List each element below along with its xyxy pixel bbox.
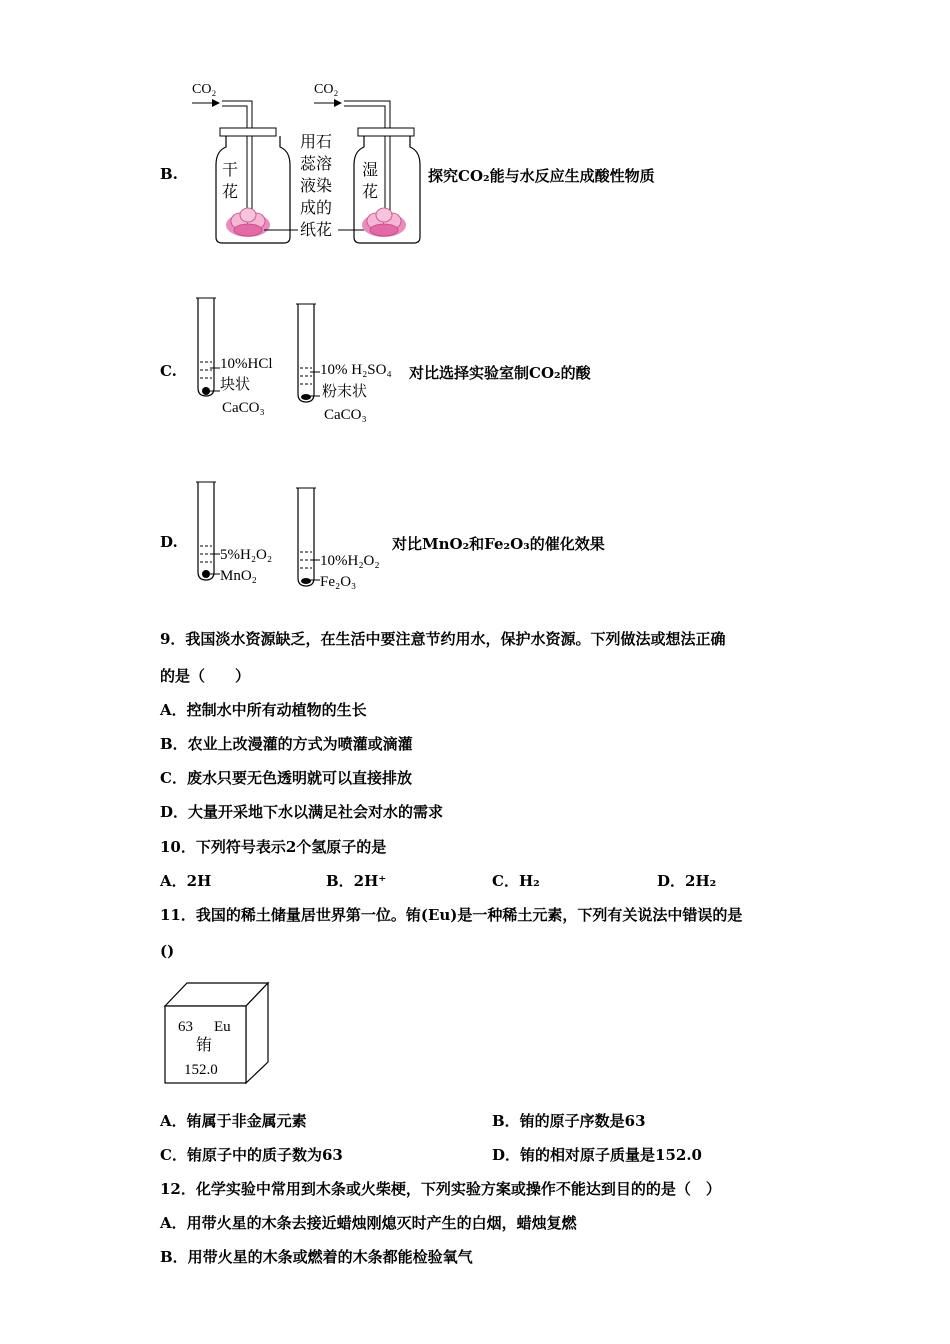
dry-label-1: 干 [222,160,239,179]
test-tube-hcl [196,298,220,396]
fe2o3-label: Fe₂O₃ [320,574,357,590]
q10-option-a: A．2H [160,872,212,890]
option-b-letter: B. [160,165,178,183]
option-c-text: 对比选择实验室制CO₂的酸 [409,364,591,382]
q11-option-c: C．铕原子中的质子数为63 [160,1146,343,1164]
co2-label-right: CO₂ [314,82,339,97]
option-d-text: 对比MnO₂和Fe₂O₃的催化效果 [392,535,605,553]
q10-option-d: D．2H₂ [657,872,717,890]
europium-element-card [162,980,272,1086]
element-number: 63 [178,1019,193,1035]
middle-label-1: 用石 [300,132,333,151]
q9-stem-line1: 9．我国淡水资源缺乏，在生活中要注意节约用水，保护水资源。下列做法或想法正确 [160,630,726,648]
test-tube-mno2 [196,482,220,580]
q12-option-a: A．用带火星的木条去接近蜡烛刚熄灭时产生的白烟，蜡烛复燃 [160,1214,577,1232]
q12-option-b: B．用带火星的木条或燃着的木条都能检验氧气 [160,1248,473,1266]
element-symbol: Eu [214,1019,231,1035]
jar-dry-flower [192,82,290,243]
element-name: 铕 [196,1035,213,1054]
q10-option-b: B．2H⁺ [326,872,387,890]
q10-stem: 10．下列符号表示2个氢原子的是 [160,838,387,856]
co2-flower-figure [180,75,430,255]
h2o2-5pct-label: 5%H₂O₂ [220,547,273,563]
acid-comparison-figure [190,292,410,427]
q9-option-a: A．控制水中所有动植物的生长 [160,701,367,719]
test-tube-fe2o3 [296,488,320,586]
wet-label-1: 湿 [362,160,379,179]
h2so4-solid-label: 粉末状 [322,382,368,400]
middle-label-5: 纸花 [300,220,333,239]
test-tube-h2so4 [296,304,320,402]
q10-option-c: C．H₂ [492,872,540,890]
catalyst-comparison-figure [190,476,400,594]
hcl-solid-label: 块状 [220,375,251,393]
q11-stem-line2: () [160,942,175,960]
middle-label-3: 液染 [300,176,333,195]
q12-stem: 12．化学实验中常用到木条或火柴梗，下列实验方案或操作不能达到目的的是（ ） [160,1180,721,1198]
dry-label-2: 花 [222,182,239,201]
q9-option-d: D．大量开采地下水以满足社会对水的需求 [160,803,444,821]
q9-option-c: C．废水只要无色透明就可以直接排放 [160,769,412,787]
q11-option-b: B．铕的原子序数是63 [492,1112,646,1130]
hcl-caco3-label: CaCO₃ [222,400,265,416]
q9-stem-line2: 的是（ ） [160,667,251,685]
option-b-text: 探究CO₂能与水反应生成酸性物质 [428,167,655,185]
h2o2-10pct-label: 10%H₂O₂ [320,553,380,569]
q11-stem-line1: 11．我国的稀土储量居世界第一位。铕(Eu)是一种稀土元素，下列有关说法中错误的是 [160,906,743,924]
h2so4-label: 10% H₂SO₄ [320,362,392,378]
q11-option-a: A．铕属于非金属元素 [160,1112,307,1130]
hcl-label: 10%HCl [220,356,273,372]
element-mass: 152.0 [184,1062,218,1078]
q11-option-d: D．铕的相对原子质量是152.0 [492,1146,702,1164]
q9-option-b: B．农业上改漫灌的方式为喷灌或滴灌 [160,735,413,753]
mno2-label: MnO₂ [220,568,257,584]
middle-label-2: 蕊溶 [300,154,333,173]
option-c-letter: C. [160,362,177,380]
co2-label-left: CO₂ [192,82,217,97]
h2so4-caco3-label: CaCO₃ [324,407,367,423]
middle-label-4: 成的 [300,198,333,217]
option-d-letter: D. [160,533,178,551]
wet-label-2: 花 [362,182,379,201]
